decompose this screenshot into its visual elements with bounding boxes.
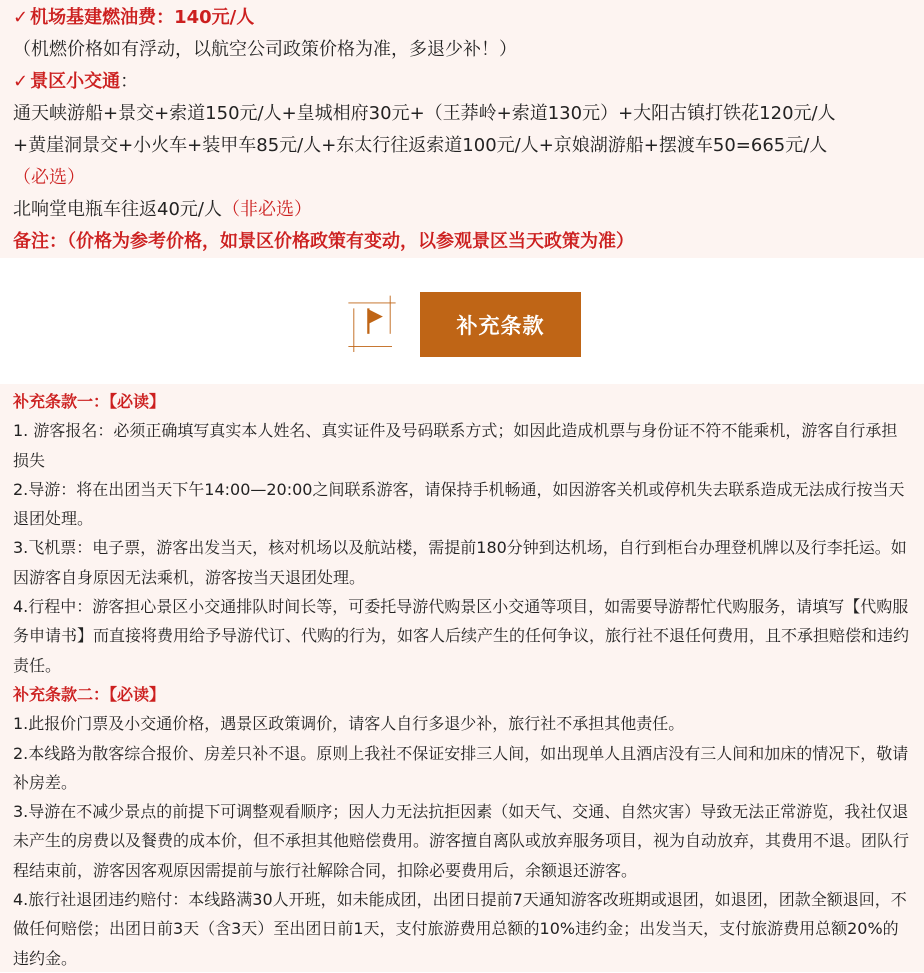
clause-two-title: 补充条款二：【必读】 bbox=[13, 684, 166, 704]
clause-two-item: 4.旅行社退团违约赔付：本线路满30人开班，如未能成团，出团日提前7天通知游客改班期或退团，如退团，团款全额退回，不做任何赔偿；出团日前3天（含3天）至出团日前1天，支付旅游费用总额的10%违约金；出发当天，支付旅游费用总额20%的违约金。 bbox=[13, 890, 907, 968]
optional-line bbox=[13, 194, 912, 226]
clause-one-item: 3.飞机票：电子票，游客出发当天，核对机场以及航站楼，需提前180分钟到达机场，自行到柜台办理登机牌以及行李托运。如因游客自身原因无法乘机，游客按当天退团处理。 bbox=[13, 538, 907, 587]
clause-one-title: 补充条款一：【必读】 bbox=[13, 392, 166, 411]
remark-line: 备注：（价格为参考价格，如景区价格政策有变动，以参观景区当天政策为准） bbox=[13, 231, 634, 252]
check-icon: ✓ bbox=[13, 7, 29, 28]
required-tag: （必选） bbox=[13, 167, 85, 188]
transport-line-2: +黄崖洞景交+小火车+装甲车85元/人+东太行往返索道100元/人+京娘湖游船+摆渡车50=665元/人 bbox=[13, 135, 828, 156]
fuel-fee-label: 机场基建燃油费：140元/人 bbox=[30, 7, 255, 28]
clause-one-item: 4.行程中：游客担心景区小交通排队时间长等，可委托导游代购景区小交通等项目，如需要导游帮忙代购服务，请填写【代购服务申请书】而直接将费用给予导游代订、代购的行为，如客人后续产生的任何争议，旅行社不退任何费用，且不承担赔偿和违约责任。 bbox=[13, 597, 910, 675]
optional-text: 北响堂电瓶车往返40元/人 bbox=[13, 199, 222, 220]
transport-colon: ： bbox=[120, 71, 139, 92]
clause-two-item: 3.导游在不减少景点的前提下可调整观看顺序；因人力无法抗拒因素（如天气、交通、自然灾害）导致无法正常游览，我社仅退未产生的房费以及餐费的成本价，但不承担其他赔偿费用。游客擅自离队或放弃服务项目，视为自动放弃，其费用不退。团队行程结束前，游客因客观原因需提前与旅行社解除合同，扣除必要费用后，余额退还游客。 bbox=[13, 802, 910, 880]
fees-panel bbox=[0, 0, 924, 258]
terms-panel bbox=[0, 384, 924, 972]
optional-tag: （非必选） bbox=[221, 199, 312, 220]
fuel-fee-line bbox=[13, 2, 912, 34]
clause-one-item: 2.导游：将在出团当天下午14:00—20:00之间联系游客，请保持手机畅通，如因游客关机或停机失去联系造成无法成行按当天退团处理。 bbox=[13, 479, 905, 529]
supplement-terms-button[interactable]: 补充条款 bbox=[420, 292, 581, 357]
fuel-fee-note: （机燃价格如有浮动，以航空公司政策价格为准，多退少补！） bbox=[13, 39, 517, 60]
check-icon: ✓ bbox=[13, 71, 29, 92]
transport-heading bbox=[13, 66, 912, 98]
clause-one-item: 1. 游客报名：必须正确填写真实本人姓名、真实证件及号码联系方式；如因此造成机票与身份证不符不能乘机，游客自行承担损失 bbox=[13, 421, 898, 470]
clause-two-item: 2.本线路为散客综合报价、房差只补不退。原则上我社不保证安排三人间，如出现单人且酒店没有三人间和加床的情况下，敬请补房差。 bbox=[13, 743, 909, 792]
clause-two-item: 1.此报价门票及小交通价格，遇景区政策调价，请客人自行多退少补，旅行社不承担其他责任。 bbox=[13, 714, 685, 734]
flag-icon bbox=[344, 292, 400, 352]
transport-line-1: 通天峡游船+景交+索道150元/人+皇城相府30元+（王莽岭+索道130元）+大阳古镇打铁花120元/人 bbox=[13, 103, 836, 124]
transport-label: 景区小交通 bbox=[30, 71, 121, 92]
